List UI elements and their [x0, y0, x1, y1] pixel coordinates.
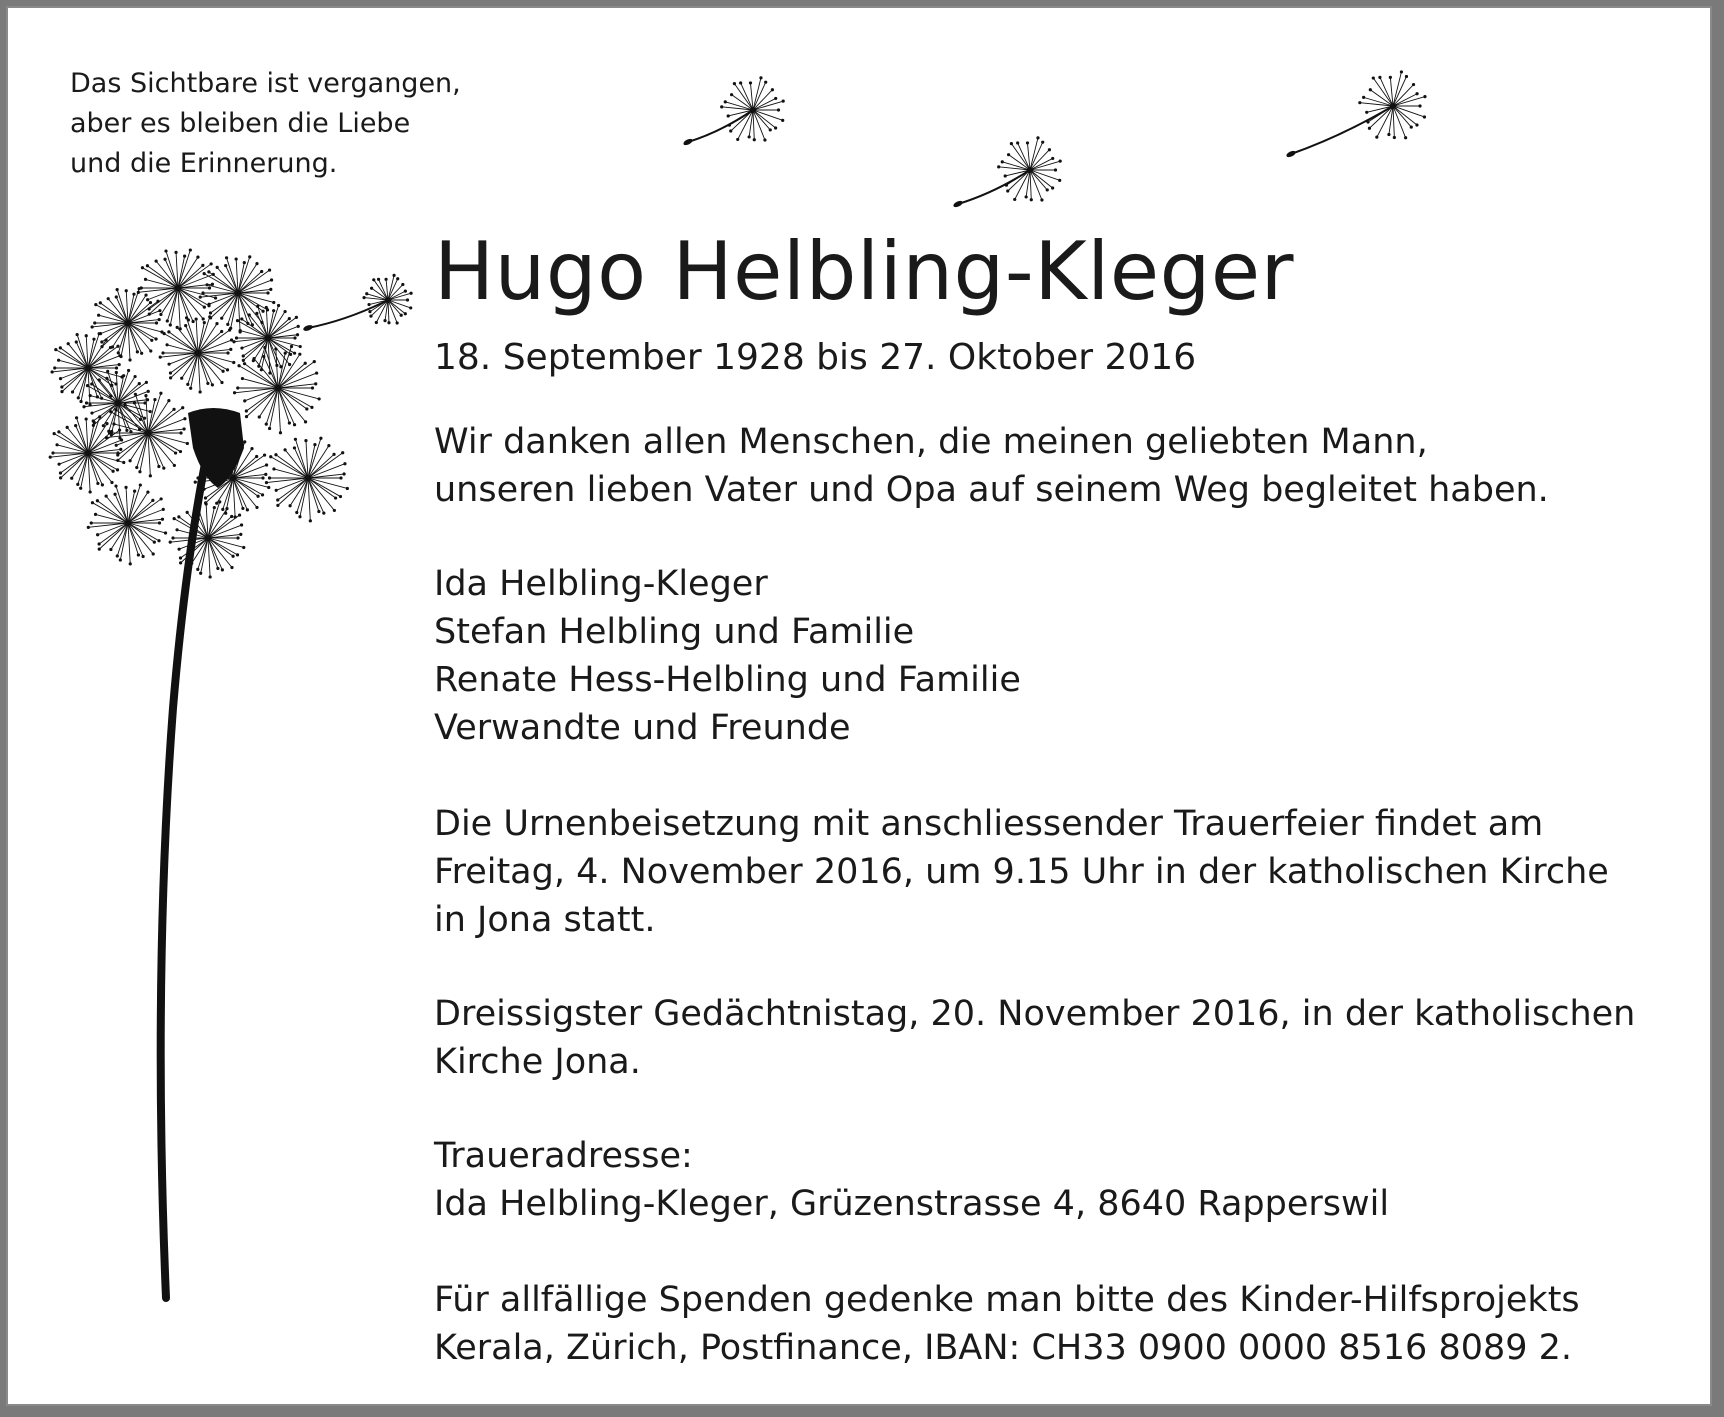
quote [70, 64, 461, 184]
life-dates: 18. September 1928 bis 27. Oktober 2016 [434, 337, 1197, 378]
memorial-line: Kirche Jona. [434, 1042, 641, 1082]
memorial-line: Dreissigster Gedächtnistag, 20. November 2016, in der katholischen [434, 994, 1636, 1034]
memorial-paragraph [434, 990, 1635, 1086]
donation-line: Für allfällige Spenden gedenke man bitte des Kinder-Hilfsprojekts [434, 1280, 1580, 1320]
mourner-name: Renate Hess-Helbling und Familie [434, 660, 1021, 700]
quote-line: aber es bleiben die Liebe [70, 108, 411, 139]
dandelion-icon [49, 248, 349, 1298]
quote-line: Das Sichtbare ist vergangen, [70, 68, 461, 99]
thanks-line: Wir danken allen Menschen, die meinen geliebten Mann, [434, 422, 1428, 462]
donation-line: Kerala, Zürich, Postfinance, IBAN: CH33 0900 0000 8516 8089 2. [434, 1328, 1573, 1368]
obituary-notice [6, 6, 1712, 1406]
thanks-line: unseren lieben Vater und Opa auf seinem Weg begleitet haben. [434, 470, 1549, 510]
funeral-paragraph [434, 800, 1609, 944]
address-line: Ida Helbling-Kleger, Grüzenstrasse 4, 8640 Rapperswil [434, 1184, 1390, 1224]
thanks-paragraph [434, 418, 1549, 514]
funeral-line: Freitag, 4. November 2016, um 9.15 Uhr in der katholischen Kirche [434, 852, 1609, 892]
quote-line: und die Erinnerung. [70, 148, 338, 179]
donation-paragraph [434, 1276, 1580, 1372]
mourner-name: Verwandte und Freunde [434, 708, 851, 748]
funeral-line: in Jona statt. [434, 900, 656, 940]
mourner-name: Ida Helbling-Kleger [434, 564, 768, 604]
funeral-line: Die Urnenbeisetzung mit anschliessender Trauerfeier findet am [434, 804, 1544, 844]
mourning-address [434, 1132, 1389, 1228]
address-label: Traueradresse: [434, 1136, 693, 1176]
deceased-name: Hugo Helbling-Kleger [434, 225, 1294, 318]
mourners-list [434, 560, 1021, 752]
mourner-name: Stefan Helbling und Familie [434, 612, 915, 652]
